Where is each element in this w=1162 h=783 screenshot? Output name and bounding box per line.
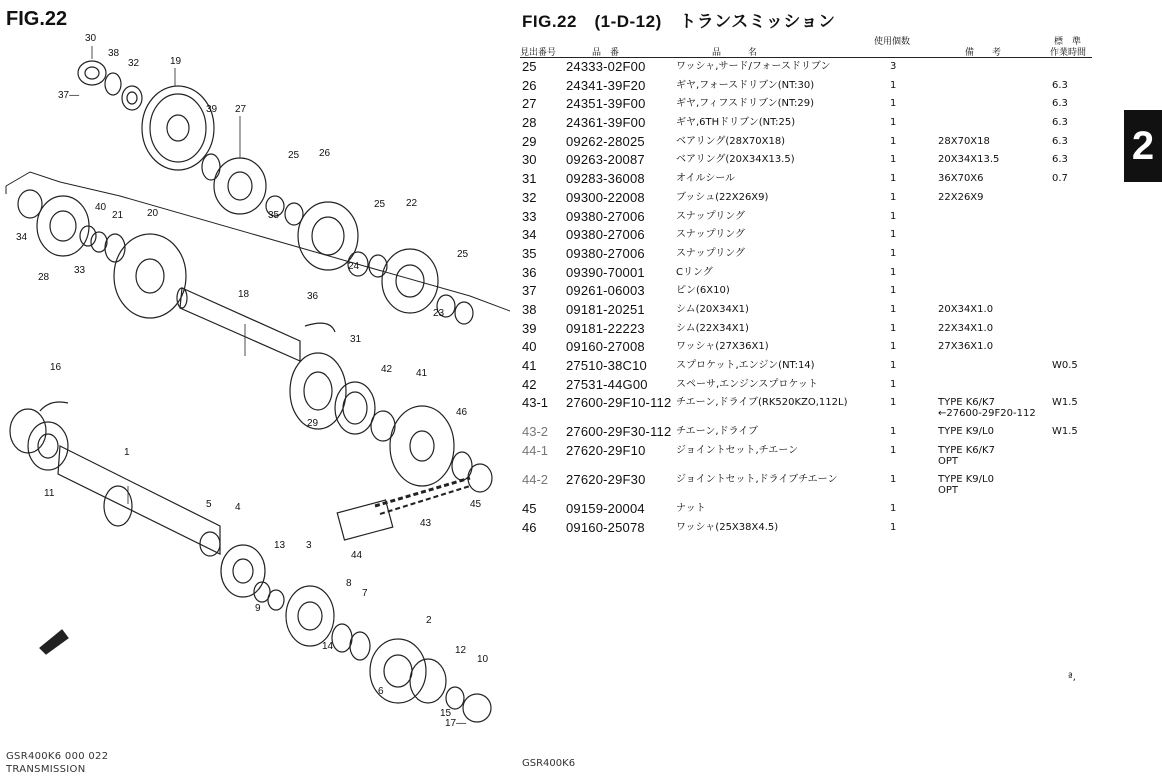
cell-part-name: スペーサ,エンジンスプロケット	[676, 378, 818, 390]
callout-13: 13	[274, 540, 286, 551]
cell-part-number: 09160-25078	[566, 519, 645, 535]
parts-row	[520, 264, 1092, 283]
cell-quantity: 1	[890, 397, 897, 409]
callout-6: 6	[378, 686, 384, 697]
cell-part-name: ベアリング(20X34X13.5)	[676, 154, 795, 166]
cell-remarks: 22X26X9	[938, 191, 984, 203]
cell-part-name: Cリング	[676, 266, 713, 278]
cell-remarks: 28X70X18	[938, 135, 990, 147]
cell-ref-no: 38	[522, 301, 537, 317]
cell-ref-no: 31	[522, 171, 537, 187]
header-part-no: 品 番	[592, 48, 620, 58]
cell-part-number: 09159-20004	[566, 501, 645, 517]
cell-part-name: ブッシュ(22X26X9)	[676, 191, 769, 203]
cell-remarks: 27X36X1.0	[938, 341, 994, 353]
callout-34: 34	[16, 232, 28, 243]
parts-row	[520, 245, 1092, 264]
callout-30: 30	[85, 33, 97, 44]
cell-quantity: 1	[890, 229, 897, 241]
parts-header	[520, 33, 1092, 58]
parts-row	[520, 282, 1092, 301]
callout-5: 5	[206, 499, 212, 510]
cell-quantity: 1	[890, 426, 897, 438]
callout-20: 20	[147, 208, 159, 219]
cell-part-name: チエーン,ドライブ(RK520KZO,112L)	[676, 397, 848, 409]
cell-part-name: シム(22X34X1)	[676, 322, 749, 334]
parts-row	[520, 189, 1092, 208]
cell-part-name: スプロケット,エンジン(NT:14)	[676, 360, 815, 371]
cell-ref-no: 43-2	[522, 424, 549, 440]
figure-title-left: FIG.22	[6, 8, 68, 30]
cell-part-number: 09300-22008	[566, 189, 645, 205]
cell-quantity: 1	[890, 154, 897, 166]
cell-quantity: 1	[890, 135, 897, 147]
cell-part-name: ワッシャ(27X36X1)	[676, 341, 769, 353]
parts-row	[520, 208, 1092, 227]
cell-part-name: ナット	[676, 503, 706, 515]
cell-part-number: 27620-29F30	[566, 472, 646, 488]
callout-12: 12	[455, 645, 467, 656]
section-tab: 2	[1124, 110, 1162, 182]
cell-part-number: 09181-20251	[566, 301, 645, 317]
header-ref-no: 見出番号	[520, 48, 557, 58]
callout-45: 45	[470, 499, 482, 510]
cell-part-number: 09380-27006	[566, 208, 645, 224]
callout-4: 4	[235, 502, 241, 513]
cell-ref-no: 44-1	[522, 443, 549, 459]
cell-labor-time: 6.3	[1052, 135, 1068, 147]
cell-ref-no: 46	[522, 519, 537, 535]
cell-quantity: 1	[890, 378, 897, 390]
callout-21: 21	[112, 210, 124, 221]
callout-11: 11	[44, 488, 55, 499]
callout-22: 22	[406, 198, 418, 209]
callout-8: 8	[346, 578, 352, 589]
callout-26: 26	[319, 148, 331, 159]
callout-25a: 25	[288, 150, 300, 161]
cell-part-name: ベアリング(28X70X18)	[676, 135, 786, 147]
callout-3: 3	[306, 540, 312, 551]
cell-ref-no: 34	[522, 227, 537, 243]
cell-ref-no: 40	[522, 339, 537, 355]
cell-part-number: 09380-27006	[566, 245, 645, 261]
cell-ref-no: 33	[522, 208, 537, 224]
callout-44: 44	[351, 550, 363, 561]
cell-part-name: チエーン,ドライブ	[676, 426, 758, 438]
cell-remarks: TYPE K6/K7 OPT	[938, 445, 995, 468]
cell-part-name: ワッシャ,サード/フォースドリブン	[676, 61, 831, 72]
footer-code: GSR400K6 000 022	[6, 751, 109, 762]
cell-labor-time: W0.5	[1052, 360, 1078, 371]
cell-quantity: 1	[890, 173, 897, 185]
cell-part-number: 09390-70001	[566, 264, 645, 280]
callout-36: 36	[307, 291, 319, 302]
cell-quantity: 1	[890, 445, 897, 457]
footer-left	[6, 750, 108, 776]
cell-remarks: 20X34X1.0	[938, 303, 994, 315]
cell-ref-no: 44-2	[522, 472, 549, 488]
cell-part-number: 24361-39F00	[566, 115, 646, 131]
parts-row	[520, 442, 1092, 471]
cell-part-number: 27620-29F10	[566, 443, 646, 459]
cell-ref-no: 25	[522, 59, 537, 74]
cell-part-number: 24333-02F00	[566, 59, 646, 74]
parts-row	[520, 471, 1092, 500]
parts-row	[520, 376, 1092, 395]
cell-quantity: 1	[890, 285, 897, 297]
cell-quantity: 1	[890, 266, 897, 278]
parts-row	[520, 151, 1092, 170]
callout-39: 39	[206, 104, 218, 115]
cell-part-number: 27600-29F10-112	[566, 395, 672, 411]
cell-remarks: TYPE K9/L0 OPT	[938, 474, 994, 497]
parts-row	[520, 394, 1092, 423]
parts-row	[520, 357, 1092, 376]
parts-list	[520, 33, 1092, 537]
cell-ref-no: 28	[522, 115, 537, 131]
header-labor-2: 作業時間	[1050, 48, 1087, 58]
cell-labor-time: 6.3	[1052, 79, 1068, 91]
cell-part-number: 09263-20087	[566, 152, 645, 168]
parts-row	[520, 519, 1092, 538]
header-name: 品 名	[712, 48, 758, 58]
cell-labor-time: W1.5	[1052, 426, 1078, 438]
cell-ref-no: 32	[522, 189, 537, 205]
callout-16: 16	[50, 362, 62, 373]
parts-row	[520, 338, 1092, 357]
cell-quantity: 1	[890, 117, 897, 129]
parts-row	[520, 95, 1092, 114]
cell-part-name: スナップリング	[676, 229, 745, 241]
cell-part-number: 09261-06003	[566, 283, 645, 299]
cell-ref-no: 26	[522, 77, 537, 93]
cell-part-number: 27531-44G00	[566, 376, 648, 392]
parts-row	[520, 423, 1092, 442]
parts-row	[520, 301, 1092, 320]
cell-part-number: 09181-22223	[566, 320, 645, 336]
cell-quantity: 1	[890, 303, 897, 315]
cell-ref-no: 36	[522, 264, 537, 280]
header-qty: 使用個数	[874, 37, 911, 47]
cell-part-number: 24351-39F00	[566, 96, 646, 112]
cell-quantity: 1	[890, 98, 897, 110]
cell-remarks: TYPE K9/L0	[938, 426, 994, 438]
cell-ref-no: 29	[522, 133, 537, 149]
cell-quantity: 1	[890, 79, 897, 91]
cell-labor-time: W1.5	[1052, 397, 1078, 409]
cell-part-name: ギヤ,フォースドリブン(NT:30)	[676, 79, 815, 91]
callout-23: 23	[433, 308, 445, 319]
callout-24: 24	[348, 261, 360, 272]
callout-41: 41	[416, 368, 428, 379]
callout-38: 38	[108, 48, 120, 59]
cell-labor-time: 6.3	[1052, 154, 1068, 166]
cell-part-number: 09262-28025	[566, 133, 645, 149]
callout-14: 14	[322, 641, 334, 652]
cell-quantity: 1	[890, 341, 897, 353]
parts-row	[520, 133, 1092, 152]
cell-quantity: 1	[890, 521, 897, 533]
callout-17: 17—	[445, 718, 467, 726]
callout-37: 37—	[58, 90, 80, 101]
corner-mark: ª,	[1068, 672, 1076, 683]
callout-35: 35	[268, 210, 280, 221]
cell-quantity: 3	[890, 61, 897, 72]
cell-ref-no: 35	[522, 245, 537, 261]
cell-ref-no: 27	[522, 96, 537, 112]
callout-42: 42	[381, 364, 393, 375]
cell-ref-no: 30	[522, 152, 537, 168]
cell-ref-no: 42	[522, 376, 537, 392]
footer-model: GSR400K6	[522, 758, 576, 769]
callout-33: 33	[74, 265, 86, 276]
callout-31: 31	[350, 334, 362, 345]
callout-40: 40	[95, 202, 107, 213]
callout-25c: 25	[457, 249, 469, 260]
parts-row	[520, 170, 1092, 189]
parts-row	[520, 226, 1092, 245]
parts-row	[520, 320, 1092, 339]
cell-quantity: 1	[890, 503, 897, 515]
cell-remarks: 22X34X1.0	[938, 322, 994, 334]
figure-title-right: FIG.22 (1-D-12) トランスミッション	[522, 12, 836, 31]
cell-part-name: ジョイントセット,チエーン	[676, 445, 799, 457]
parts-row	[520, 77, 1092, 96]
cell-part-name: ワッシャ(25X38X4.5)	[676, 521, 779, 533]
callout-32: 32	[128, 58, 140, 69]
callout-19: 19	[170, 56, 182, 67]
callout-7: 7	[362, 588, 368, 599]
callout-46: 46	[456, 407, 468, 418]
parts-rows	[520, 58, 1092, 537]
cell-ref-no: 39	[522, 320, 537, 336]
cell-quantity: 1	[890, 191, 897, 203]
cell-part-number: 09380-27006	[566, 227, 645, 243]
cell-quantity: 1	[890, 210, 897, 222]
cell-ref-no: 37	[522, 283, 537, 299]
parts-row	[520, 500, 1092, 519]
cell-quantity: 1	[890, 322, 897, 334]
callout-29: 29	[307, 418, 319, 429]
callout-28: 28	[38, 272, 50, 283]
callout-15: 15	[440, 708, 452, 719]
cell-labor-time: 0.7	[1052, 173, 1068, 185]
cell-part-name: ジョイントセット,ドライブチエーン	[676, 474, 838, 486]
cell-labor-time: 6.3	[1052, 117, 1068, 129]
header-remarks: 備 考	[965, 48, 1002, 58]
callout-1: 1	[124, 447, 130, 458]
cell-part-name: ギヤ,6THドリブン(NT:25)	[676, 117, 796, 129]
cell-part-name: オイルシール	[676, 173, 736, 185]
cell-part-name: シム(20X34X1)	[676, 303, 749, 315]
parts-row	[520, 114, 1092, 133]
cell-part-number: 09160-27008	[566, 339, 645, 355]
cell-labor-time: 6.3	[1052, 98, 1068, 110]
cell-part-name: スナップリング	[676, 247, 745, 259]
cell-part-number: 09283-36008	[566, 171, 645, 187]
callout-9: 9	[255, 603, 261, 614]
cell-part-name: スナップリング	[676, 210, 745, 222]
cell-remarks: 20X34X13.5	[938, 154, 1000, 166]
callout-18: 18	[238, 289, 250, 300]
cell-remarks: 36X70X6	[938, 173, 984, 185]
cell-quantity: 1	[890, 474, 897, 486]
cell-part-number: 24341-39F20	[566, 77, 646, 93]
cell-ref-no: 43-1	[522, 395, 549, 411]
parts-row	[520, 58, 1092, 77]
cell-quantity: 1	[890, 247, 897, 259]
footer-section: TRANSMISSION	[6, 764, 86, 775]
cell-ref-no: 45	[522, 501, 537, 517]
callout-27: 27	[235, 104, 247, 115]
cell-part-number: 27600-29F30-112	[566, 424, 672, 440]
cell-part-name: ギヤ,フィフスドリブン(NT:29)	[676, 98, 814, 110]
cell-quantity: 1	[890, 360, 897, 371]
callout-10: 10	[477, 654, 489, 665]
cell-remarks: TYPE K6/K7 ←27600-29F20-112	[938, 397, 1036, 420]
callout-25b: 25	[374, 199, 386, 210]
exploded-parts-diagram	[0, 26, 510, 726]
header-labor-1: 標 準	[1054, 37, 1082, 47]
cell-ref-no: 41	[522, 358, 537, 373]
cell-part-name: ピン(6X10)	[676, 285, 730, 297]
callout-2: 2	[426, 615, 432, 626]
cell-part-number: 27510-38C10	[566, 358, 647, 373]
callout-43: 43	[420, 518, 432, 529]
